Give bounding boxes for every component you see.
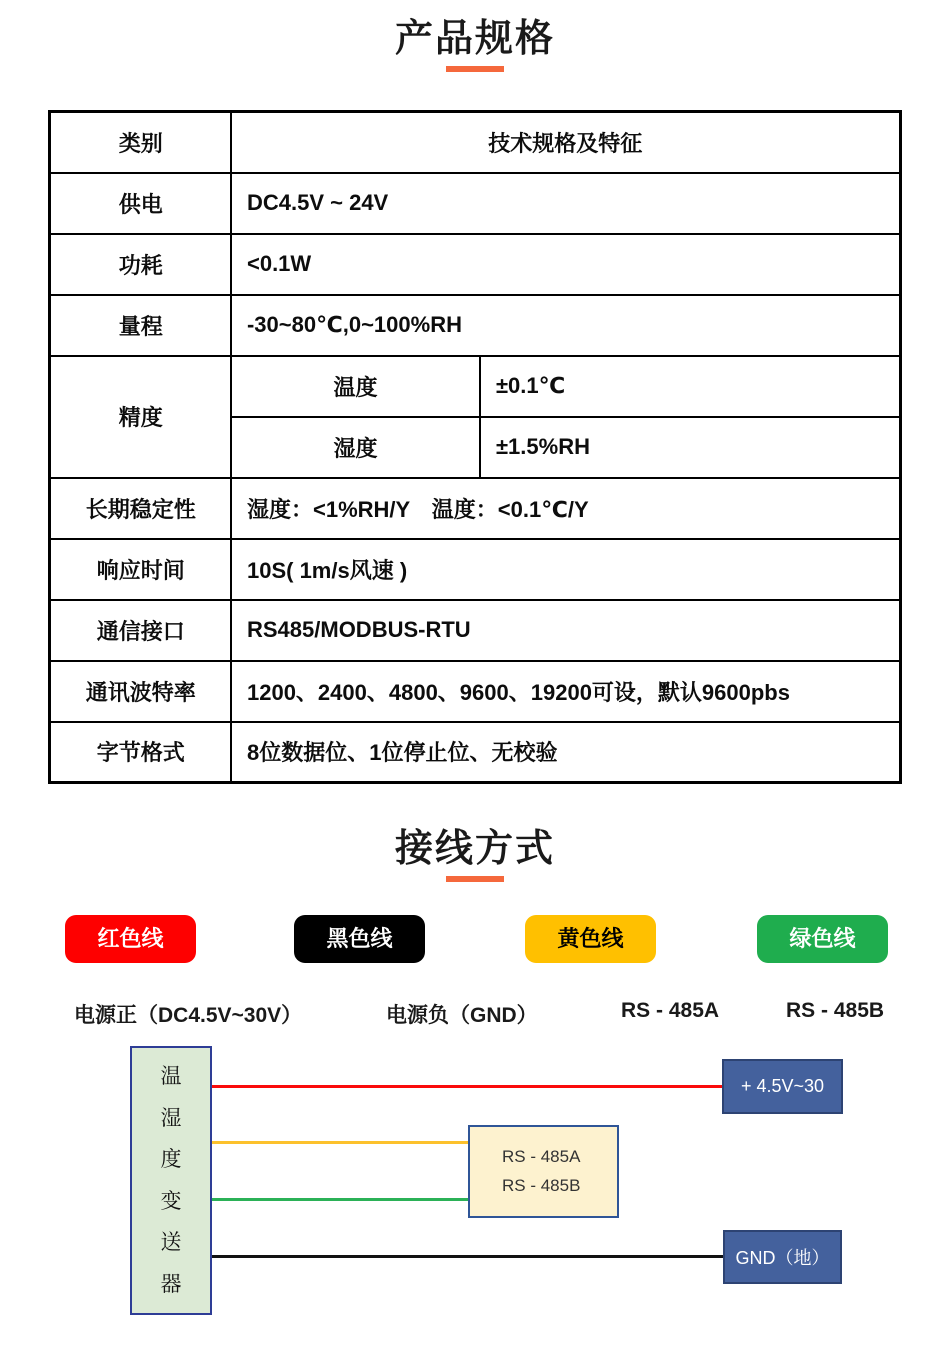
row-label: 供电 bbox=[50, 173, 231, 234]
table-row-baud-rate bbox=[50, 661, 900, 722]
device-char: 器 bbox=[160, 1272, 182, 1296]
row-label: 字节格式 bbox=[50, 722, 231, 783]
table-row-response-time bbox=[50, 539, 900, 600]
rs485a-label: RS - 485A bbox=[502, 1147, 581, 1166]
red-wire bbox=[212, 1085, 722, 1088]
sub-label: 湿度 bbox=[231, 417, 480, 478]
device-char: 度 bbox=[160, 1148, 182, 1172]
row-label: 通信接口 bbox=[50, 600, 231, 661]
device-char: 温 bbox=[160, 1065, 182, 1089]
device-char: 送 bbox=[160, 1231, 182, 1255]
table-row-power bbox=[50, 173, 900, 234]
row-label: 功耗 bbox=[50, 234, 231, 295]
table-row-interface bbox=[50, 600, 900, 661]
black-wire-badge: 黑色线 bbox=[294, 915, 425, 963]
wiring-section-title: 接线方式 bbox=[394, 828, 555, 870]
table-row-range bbox=[50, 295, 900, 356]
spec-table bbox=[48, 110, 901, 784]
black-wire bbox=[212, 1255, 723, 1258]
green-wire-badge: 绿色线 bbox=[757, 915, 888, 963]
power-terminal-box: + 4.5V~30 bbox=[722, 1059, 843, 1114]
yellow-wire-badge: 黄色线 bbox=[525, 915, 656, 963]
wiring-diagram bbox=[0, 915, 950, 1336]
row-value: <0.1W bbox=[231, 234, 900, 295]
table-row-stability bbox=[50, 478, 900, 539]
table-header-row bbox=[50, 112, 900, 173]
red-wire-badge: 红色线 bbox=[65, 915, 196, 963]
spec-section-title: 产品规格 bbox=[394, 18, 555, 60]
row-label: 通讯波特率 bbox=[50, 661, 231, 722]
row-value: 湿度：<1%RH/Y 温度：<0.1℃/Y bbox=[231, 478, 900, 539]
rs485b-label: RS - 485B bbox=[502, 1176, 581, 1195]
green-wire bbox=[212, 1198, 468, 1201]
transmitter-device-box bbox=[130, 1046, 212, 1315]
row-label: 量程 bbox=[50, 295, 231, 356]
sub-label: 温度 bbox=[231, 356, 480, 417]
rs485-terminal-box bbox=[468, 1125, 619, 1218]
sub-value: ±1.5%RH bbox=[480, 417, 900, 478]
spec-title-underline bbox=[446, 66, 504, 72]
red-wire-desc: 电源正（DC4.5V~30V） bbox=[74, 1004, 303, 1027]
device-char: 变 bbox=[160, 1189, 182, 1213]
table-row-byte-format bbox=[50, 722, 900, 783]
header-category: 类别 bbox=[50, 112, 231, 173]
row-label: 响应时间 bbox=[50, 539, 231, 600]
black-wire-desc: 电源负（GND） bbox=[386, 1004, 538, 1027]
table-row-accuracy-temperature bbox=[50, 356, 900, 417]
sub-value: ±0.1℃ bbox=[480, 356, 900, 417]
header-specs: 技术规格及特征 bbox=[231, 112, 900, 173]
yellow-wire bbox=[212, 1141, 468, 1144]
row-value: -30~80℃,0~100%RH bbox=[231, 295, 900, 356]
row-value: 10S( 1m/s风速 ) bbox=[231, 539, 900, 600]
yellow-wire-desc: RS - 485A bbox=[621, 999, 720, 1022]
table-row-consumption bbox=[50, 234, 900, 295]
row-value: 1200、2400、4800、9600、19200可设，默认9600pbs bbox=[231, 661, 900, 722]
row-value: 8位数据位、1位停止位、无校验 bbox=[231, 722, 900, 783]
green-wire-desc: RS - 485B bbox=[786, 999, 885, 1022]
device-char: 湿 bbox=[160, 1106, 182, 1130]
row-label: 精度 bbox=[50, 356, 231, 478]
row-value: DC4.5V ~ 24V bbox=[231, 173, 900, 234]
gnd-terminal-box: GND（地） bbox=[723, 1230, 842, 1284]
row-value: RS485/MODBUS-RTU bbox=[231, 600, 900, 661]
wiring-title-underline bbox=[446, 876, 504, 882]
row-label: 长期稳定性 bbox=[50, 478, 231, 539]
